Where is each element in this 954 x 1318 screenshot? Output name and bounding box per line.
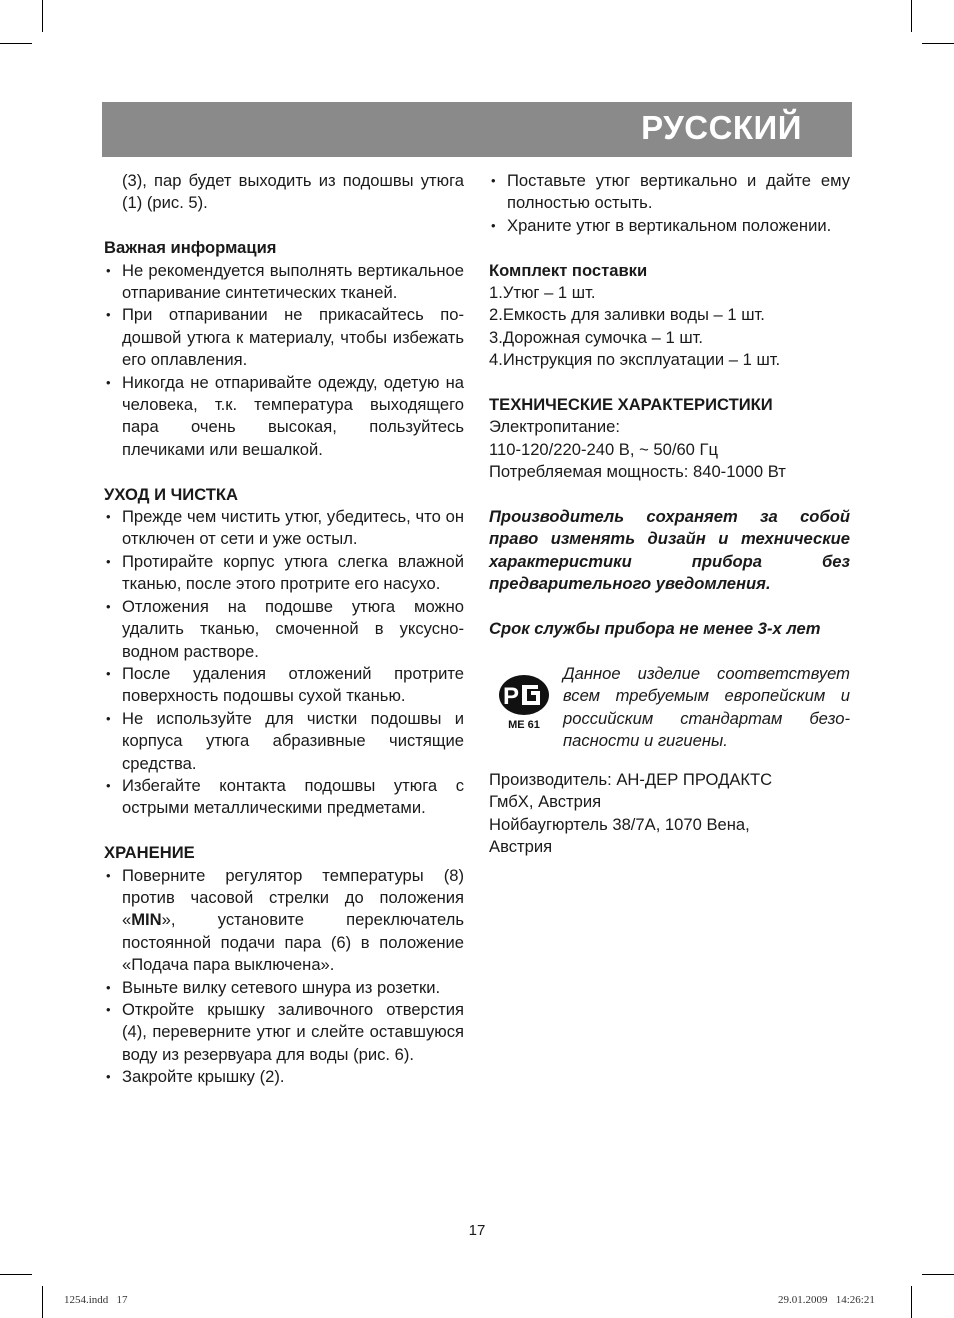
manufacturer-line: Австрия: [489, 837, 553, 857]
spec-line: Потребляемая мощность: 840-1000 Вт: [489, 462, 786, 482]
spec-line: 110-120/220-240 В, ~ 50/60 Гц: [489, 439, 718, 459]
svg-text:Р: Р: [503, 682, 520, 710]
kit-heading: Комплект поставки: [489, 260, 648, 280]
storage-list-continued: [489, 170, 850, 237]
crop-mark: [911, 1286, 912, 1318]
list-item: • Поверните регулятор температуры (8) против часовой стрелки до положения «MIN», установите переключатель постоянной подачи пара (6) в положение «Подача пара выключена».: [104, 865, 464, 977]
crop-mark: [0, 1274, 32, 1275]
left-column: [104, 170, 464, 1089]
intro-text: (3), пар будет выходить из подошвы утюга (1) (рис. 5).: [122, 171, 464, 213]
list-item: • Откройте крышку заливочного отверстия (4), переверните утюг и слейте оставшуюся воду из резервуара для воды (рис. 6).: [104, 999, 464, 1066]
slug-timestamp: 29.01.2009 14:26:21: [778, 1294, 875, 1306]
page-number: 17: [468, 1222, 486, 1239]
list-item: • Закройте крышку (2).: [104, 1066, 464, 1088]
manufacturer-line: ГмбХ, Австрия: [489, 792, 602, 812]
slug-file: 1254.indd 17: [64, 1294, 128, 1306]
spec-line: Электропитание:: [489, 417, 620, 437]
manufacturer-line: Производитель: АН-ДЕР ПРОДАКТС: [489, 769, 773, 789]
list-item: • После удаления отложений протрите поверхность подошвы сухой тканью.: [104, 663, 464, 708]
right-column: [489, 170, 850, 858]
list-item: 3.Дорожная сумочка – 1 шт.: [489, 327, 704, 347]
list-item: • Отложения на подошве утюга можно удалить тканью, смоченной в уксусно-водном растворе.: [104, 596, 464, 663]
list-item: 4.Инструкция по эксплуатации – 1 шт.: [489, 350, 781, 370]
certification-text: Данное изделие соответствует всем требуемым европейским и российским стандартам безопасности и гигиены.: [563, 663, 850, 751]
crop-mark: [0, 43, 32, 44]
list-item: • Не используйте для чистки подошвы и корпуса утюга абразивные чистящие средства.: [104, 708, 464, 775]
notice-text: Производитель сохраняет за собой право изменять дизайн и технические характеристики прибора без предварительного уведомления.: [489, 507, 850, 594]
lifetime-text: Срок службы прибора не менее 3-х лет: [489, 619, 821, 639]
list-item: • Не рекомендуется выполнять вертикальное отпаривание синтетических тканей.: [104, 260, 464, 305]
svg-text:ME 61: ME 61: [508, 718, 540, 731]
list-item: • Поставьте утюг вертикально и дайте ему полностью остыть.: [489, 170, 850, 215]
manufacturer-line: Нойбаугюртель 38/7А, 1070 Вена,: [489, 814, 750, 834]
list-item: • Никогда не отпаривайте одежду, одетую на человека, т.к. температура выходящего пара очень высокая, пользуйтесь плечиками или вешалкой.: [104, 372, 464, 462]
list-item: • Выньте вилку сетевого шнура из розетки.: [104, 977, 464, 999]
crop-mark: [42, 0, 43, 32]
list-item: • Избегайте контакта подошвы утюга с острыми металлическими предметами.: [104, 775, 464, 820]
rst-certification-icon: [497, 671, 551, 731]
language-header-bar: [102, 102, 852, 157]
important-list: [104, 260, 464, 462]
storage-list: [104, 865, 464, 1089]
list-item: • При отпаривании не прикасайтесь подошвой утюга к материалу, чтобы избежать его оплавления.: [104, 304, 464, 371]
kit-list: [489, 282, 850, 372]
list-item: • Прежде чем чистить утюг, убедитесь, что он отключен от сети и уже остыл.: [104, 506, 464, 551]
min-label: MIN: [131, 910, 162, 930]
specs-heading: ТЕХНИЧЕСКИЕ ХАРАКТЕРИСТИКИ: [489, 395, 773, 415]
list-item: • Протирайте корпус утюга слегка влажной тканью, после этого протрите его насухо.: [104, 551, 464, 596]
list-item: 1.Утюг – 1 шт.: [489, 283, 596, 303]
crop-mark: [911, 0, 912, 32]
crop-mark: [922, 43, 954, 44]
crop-mark: [42, 1286, 43, 1318]
certification-block: [489, 663, 850, 753]
care-list: [104, 506, 464, 820]
list-item: 2.Емкость для заливки воды – 1 шт.: [489, 305, 765, 325]
care-heading: УХОД И ЧИСТКА: [104, 484, 239, 504]
important-heading: Важная информация: [104, 238, 277, 258]
language-title: РУССКИЙ: [641, 109, 802, 146]
crop-mark: [922, 1274, 954, 1275]
storage-heading: ХРАНЕНИЕ: [104, 843, 195, 863]
manufacturer-info: [489, 769, 850, 859]
list-item: • Храните утюг в вертикальном положении.: [489, 215, 850, 237]
